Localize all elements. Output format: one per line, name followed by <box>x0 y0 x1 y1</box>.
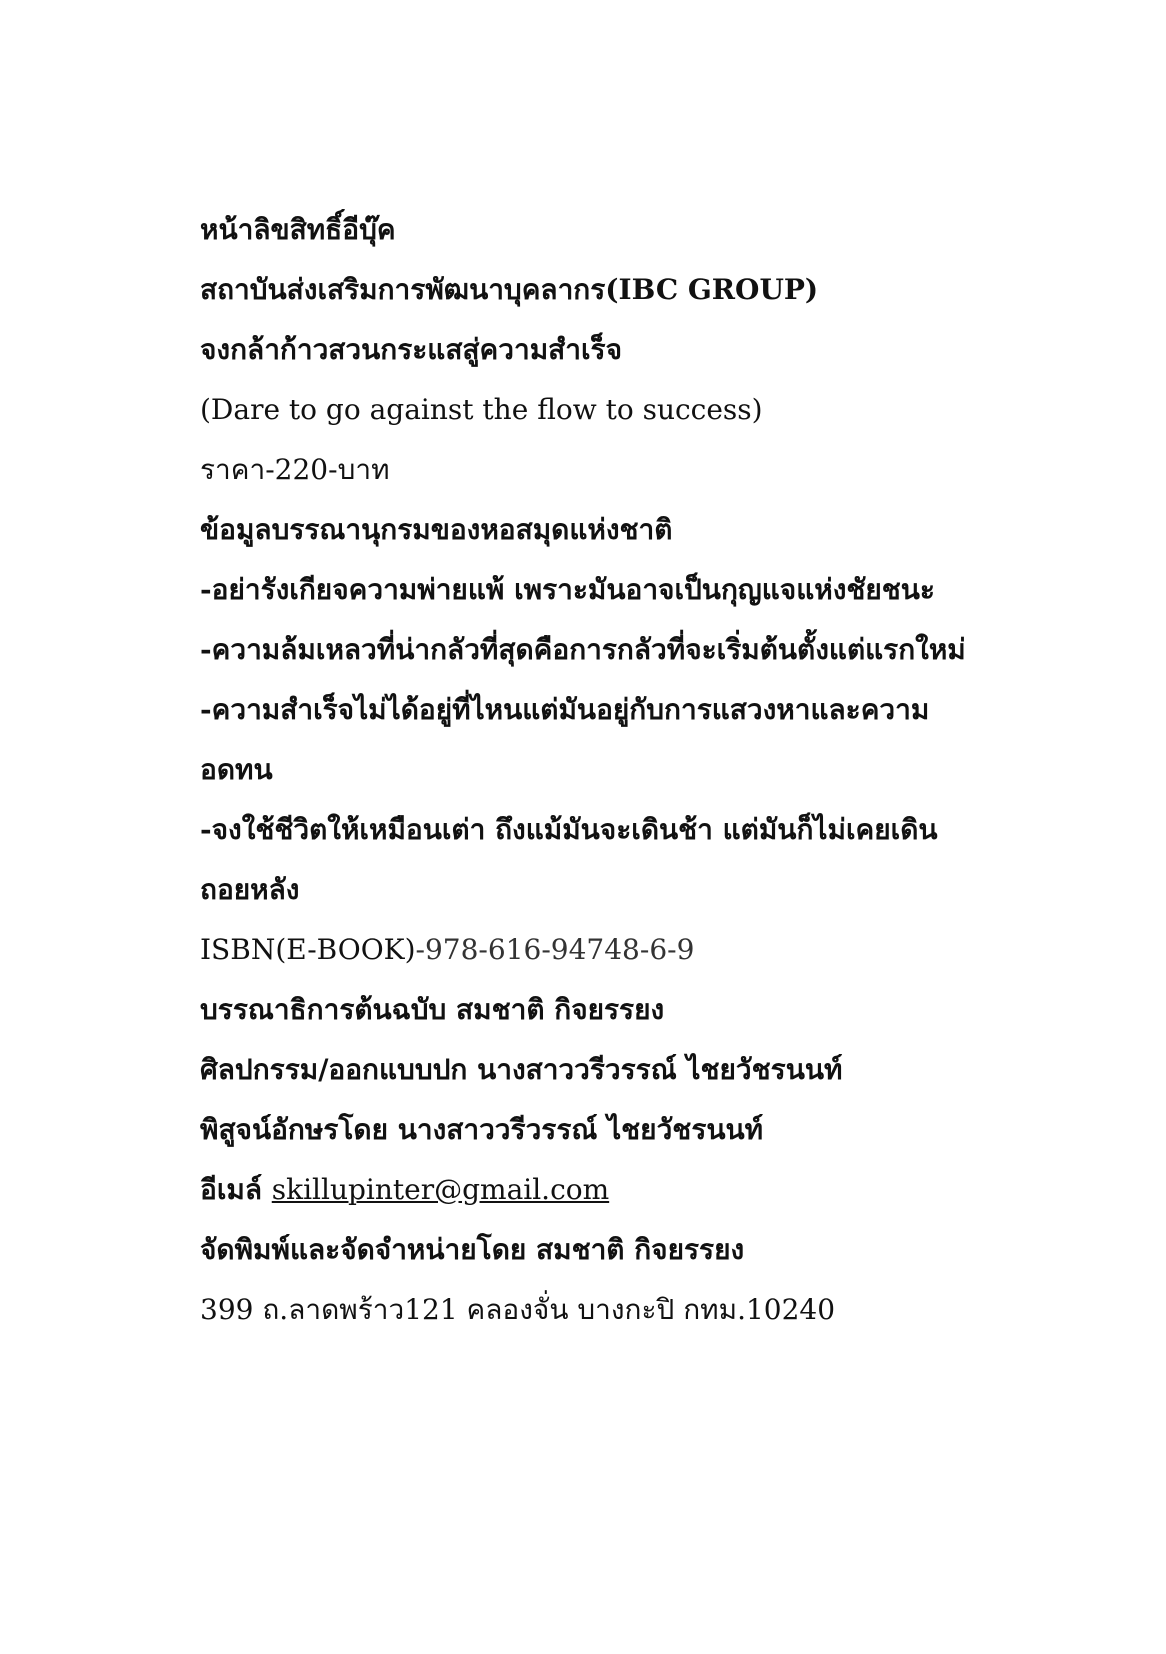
price-text: ราคา-220-บาท <box>200 453 390 486</box>
book-title-thai: จงกล้าก้าวสวนกระแสสู่ความสำเร็จ <box>200 333 622 366</box>
quote-line: อดทน <box>200 753 273 786</box>
email-link[interactable]: skillupinter@gmail.com <box>271 1173 610 1206</box>
quote-line: -จงใช้ชีวิตให้เหมือนเต่า ถึงแม้มันจะเดินช้า แต่มันก็ไม่เคยเดิน <box>200 813 938 846</box>
art-design-line: ศิลปกรรม/ออกแบบปก นางสาววรีวรรณ์ ไชยวัชรนนท์ <box>200 1053 843 1086</box>
page-title: หน้าลิขสิทธิ์อีบุ๊ค <box>200 213 396 246</box>
institute-name: สถาบันส่งเสริมการพัฒนาบุคลากร(IBC GROUP) <box>200 273 819 306</box>
book-title-english: (Dare to go against the flow to success) <box>200 393 763 426</box>
quote-line: -อย่ารังเกียจความพ่ายแพ้ เพราะมันอาจเป็นกุญแจแห่งชัยชนะ <box>200 573 935 606</box>
email-line <box>200 1160 1100 1220</box>
isbn-label: ISBN(E-BOOK) <box>200 933 416 966</box>
email-label: อีเมล์ <box>200 1173 272 1206</box>
editor-line: บรรณาธิการต้นฉบับ สมชาติ กิจยรรยง <box>200 993 665 1026</box>
quote-line: -ความสำเร็จไม่ได้อยู่ที่ไหนแต่มันอยู่กับการแสวงหาและความ <box>200 693 930 726</box>
copyright-content <box>200 200 1100 1340</box>
catalog-heading: ข้อมูลบรรณานุกรมของหอสมุดแห่งชาติ <box>200 513 673 546</box>
publisher-line: จัดพิมพ์และจัดจำหน่ายโดย สมชาติ กิจยรรยง <box>200 1233 745 1266</box>
isbn-line <box>200 920 1100 980</box>
quote-line: ถอยหลัง <box>200 873 300 906</box>
quote-line: -ความล้มเหลวที่น่ากลัวที่สุดคือการกลัวที่จะเริ่มต้นตั้งแต่แรกใหม่ <box>200 633 966 666</box>
isbn-value: -978-616-94748-6-9 <box>415 933 695 966</box>
address-line: 399 ถ.ลาดพร้าว121 คลองจั่น บางกะปิ กทม.10240 <box>200 1293 836 1326</box>
proofreader-line: พิสูจน์อักษรโดย นางสาววรีวรรณ์ ไชยวัชรนนท์ <box>200 1113 764 1146</box>
